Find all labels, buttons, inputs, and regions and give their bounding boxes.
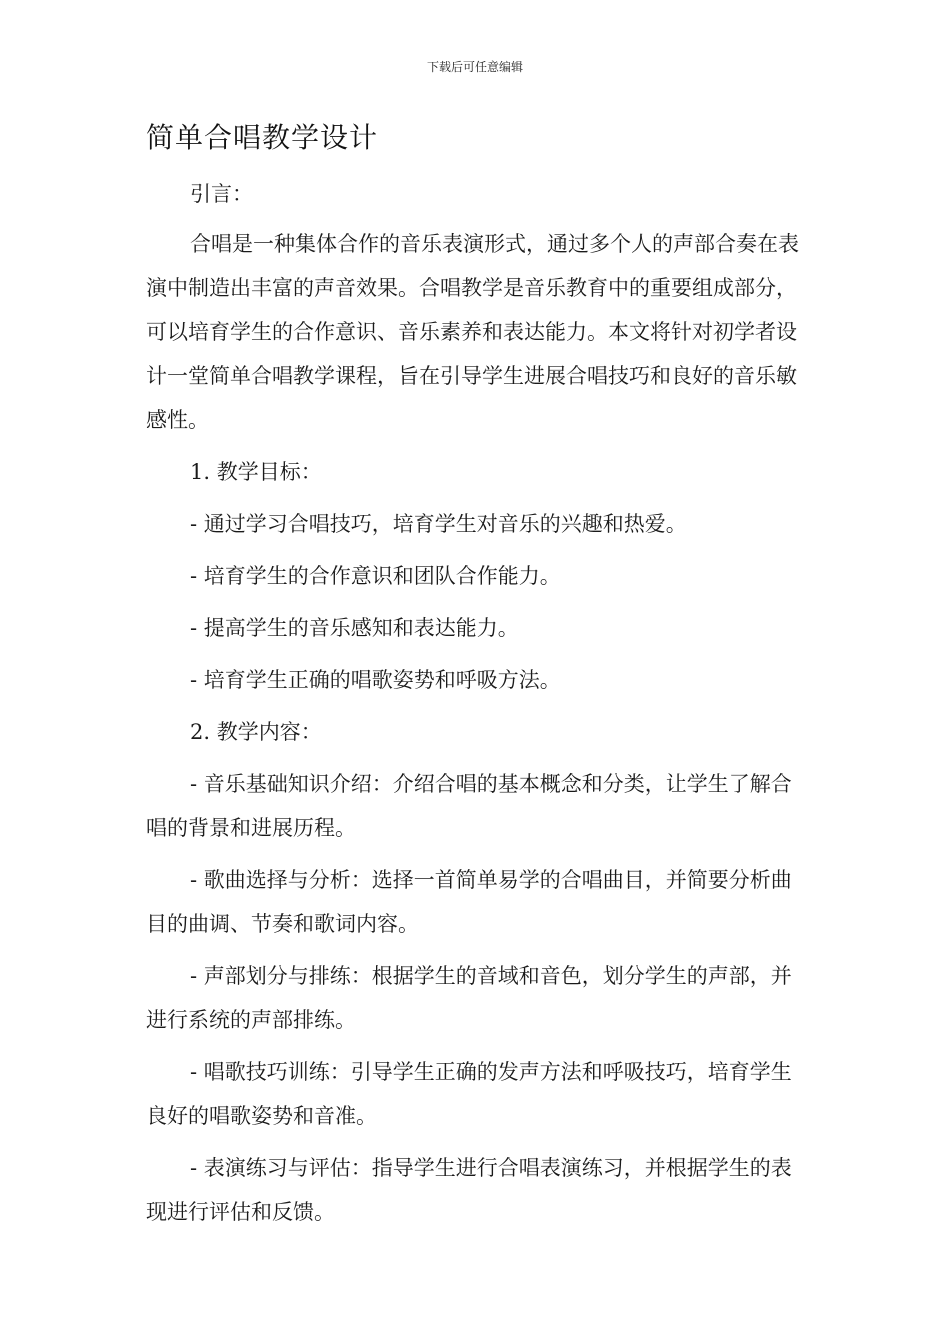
content-item: - 歌曲选择与分析：选择一首简单易学的合唱曲目，并简要分析曲目的曲调、节奏和歌词内容。 — [146, 868, 792, 936]
objective-item: - 通过学习合唱技巧，培育学生对音乐的兴趣和热爱。 — [190, 512, 687, 536]
intro-label: 引言： — [190, 182, 253, 206]
objective-item: - 提高学生的音乐感知和表达能力。 — [190, 616, 519, 640]
section-heading-content: 2. 教学内容： — [190, 720, 322, 744]
document-body — [146, 172, 804, 1234]
document-title: 简单合唱教学设计 — [146, 121, 379, 154]
content-item: - 唱歌技巧训练：引导学生正确的发声方法和呼吸技巧，培育学生良好的唱歌姿势和音准。 — [146, 1060, 792, 1128]
header-note: 下载后可任意编辑 — [426, 60, 523, 74]
content-item: - 表演练习与评估：指导学生进行合唱表演练习，并根据学生的表现进行评估和反馈。 — [146, 1156, 792, 1224]
section-heading-objectives: 1. 教学目标： — [190, 460, 322, 484]
objective-item: - 培育学生的合作意识和团队合作能力。 — [190, 564, 561, 588]
objective-item: - 培育学生正确的唱歌姿势和呼吸方法。 — [190, 668, 561, 692]
content-item: - 声部划分与排练：根据学生的音域和音色，划分学生的声部，并进行系统的声部排练。 — [146, 964, 792, 1032]
intro-paragraph: 合唱是一种集体合作的音乐表演形式，通过多个人的声部合奏在表演中制造出丰富的声音效果。合唱教学是音乐教育中的重要组成部分，可以培育学生的合作意识、音乐素养和表达能力。本文将针对初学者设计一堂简单合唱教学课程，旨在引导学生进展合唱技巧和良好的音乐敏感性。 — [146, 232, 799, 432]
content-item: - 音乐基础知识介绍：介绍合唱的基本概念和分类，让学生了解合唱的背景和进展历程。 — [146, 772, 792, 840]
